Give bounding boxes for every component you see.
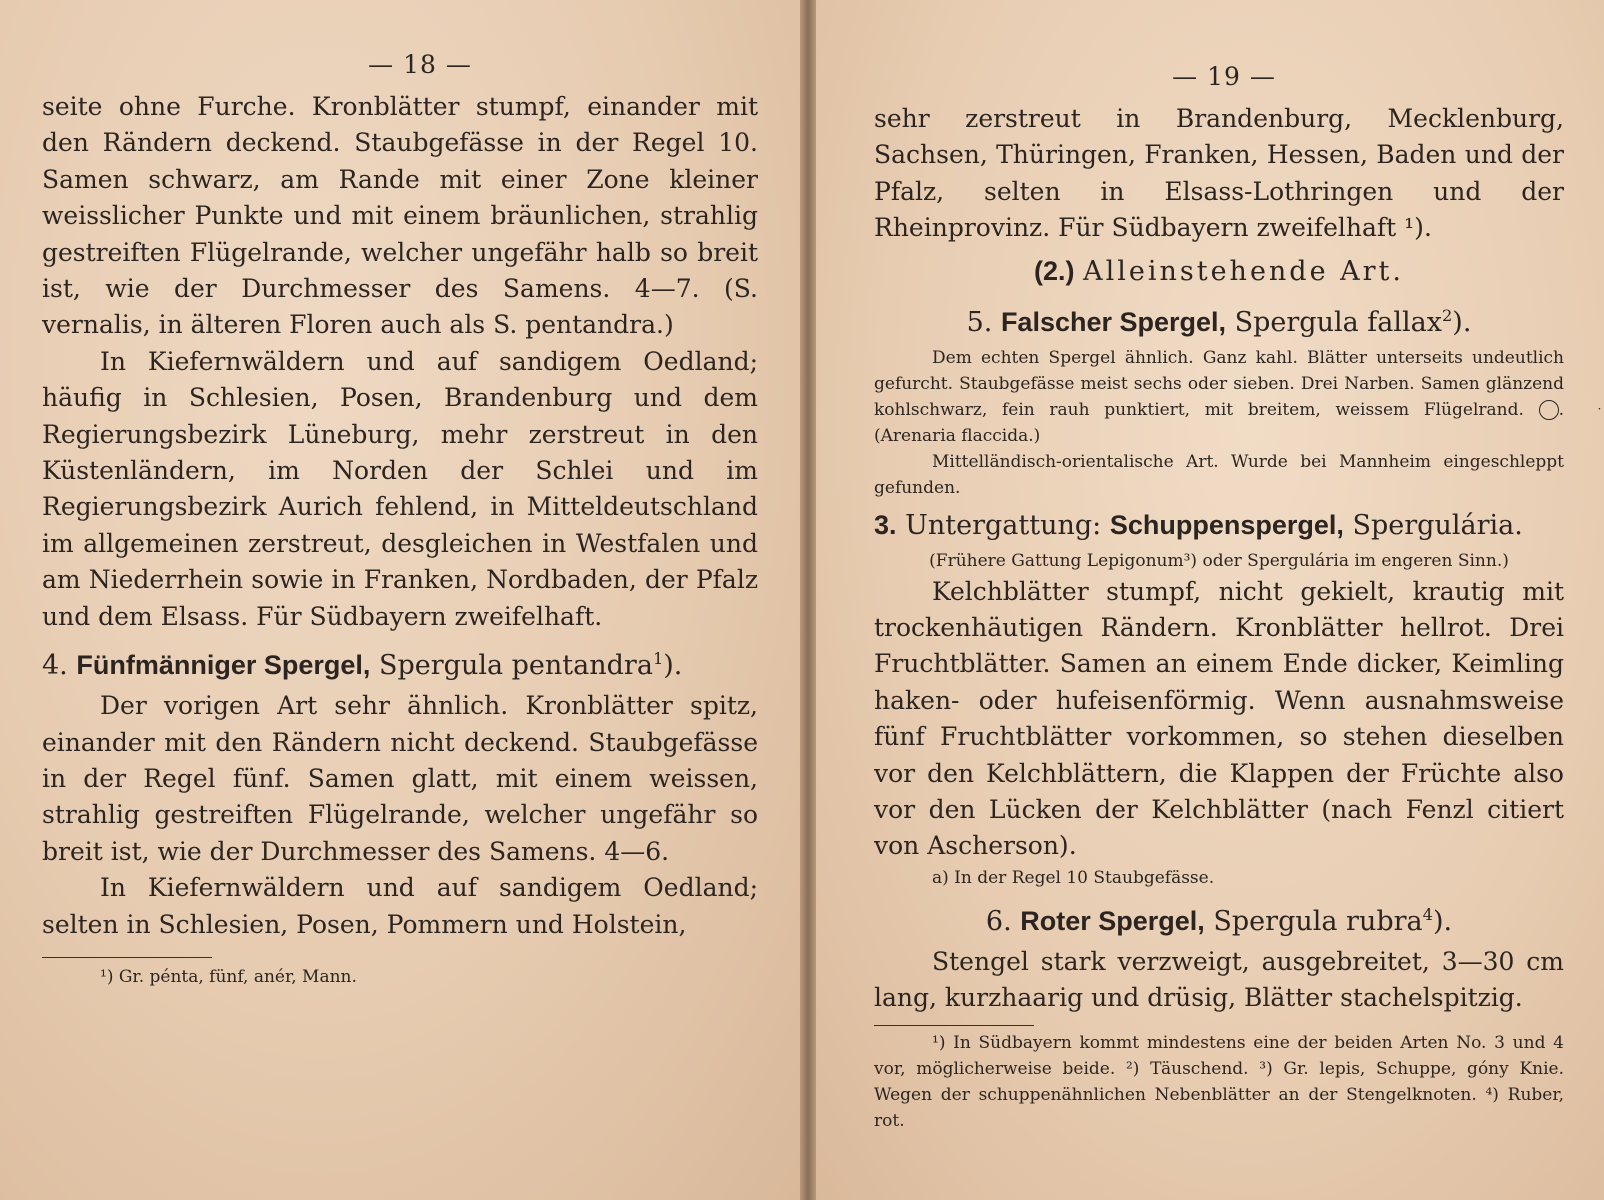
species-heading-4 [42,639,758,686]
heading-end: ). [1432,905,1453,937]
paragraph: Stengel stark verzweigt, ausgebreitet, 3—30 cm lang, kurzhaarig und drüsig, Blätter stachelspitzig. [874,946,1564,1013]
paragraph: sehr zerstreut in Brandenburg, Mecklenburg, Sachsen, Thüringen, Franken, Hessen, Baden und der Pfalz, selten in Elsass-Lothringen und der Rheinprovinz. Für Südbayern zweifelhaft ¹). [874,104,1564,243]
subgenus-note: (Frühere Gattung Lepigonum³) oder Spergulária im engeren Sinn.) [929,550,1509,571]
footnote-ref: 2 [1441,305,1453,325]
footnote-ref: 1 [652,649,664,669]
group-title: Alleinstehende Art. [1083,255,1404,287]
heading-end: ). [1452,306,1472,338]
footnote-ref: 4 [1422,904,1433,924]
annual-symbol-icon: · [1539,400,1559,420]
group-heading [874,251,1564,292]
subgenus-latin: Spergulária. [1352,509,1523,541]
book-gutter [800,0,816,1200]
heading-end: ). [663,650,683,682]
subgenus-number: 3. [874,509,897,540]
description-text: Dem echten Spergel ähnlich. Ganz kahl. Blätter unterseits undeutlich gefurcht. Staubgefässe meist sechs oder sieben. Drei Narben. Samen glänzend kohlschwarz, fein rauh punktiert, mit breitem, weissem Flügelrand. [874,347,1564,420]
species-latin: Spergula rubra [1213,905,1423,937]
page-number-right: — 19 — [1172,62,1276,91]
footnotes: ¹) In Südbayern kommt mindestens eine der beiden Arten No. 3 und 4 vor, möglicherweise beide. ²) Täuschend. ³) Gr. lepis, Schuppe, góny Knie. Wegen der schuppenähnlichen Nebenblätter an der Stengelknoten. ⁴) Ruber, rot. [874,1032,1564,1131]
synonym-text: . (Arenaria flaccida.) [874,399,1564,446]
footnote-divider [42,957,212,958]
species-heading-5 [874,296,1564,343]
small-paragraph [874,345,1602,449]
species-name: Roter Spergel, [1020,905,1205,936]
page-number-left: — 18 — [368,50,472,79]
right-page [816,0,1604,1200]
paragraph: Kelchblätter stumpf, nicht gekielt, krautig mit trockenhäutigen Rändern. Kronblätter hellrot. Drei Fruchtblätter. Samen an einem Ende dicker, Keimling haken- oder hufeisenförmig. Wenn ausnahmsweise fünf Fruchtblätter vorkommen, so stehen dieselben vor den Kelchblättern, die Klappen der Früchte also vor den Lücken der Kelchblätter (nach Fenzl citiert von Ascherson). [874,576,1564,861]
group-number: (2.) [1034,255,1075,286]
paragraph: Der vorigen Art sehr ähnlich. Kronblätter spitz, einander mit den Rändern nicht deckend. Staubgefässe in der Regel fünf. Samen glatt, mit einem weissen, strahlig gestreiften Flügelrande, welcher ungefähr so breit ist, wie der Durchmesser des Samens. 4—6. [42,691,758,866]
small-paragraph: Mittelländisch-orientalische Art. Wurde bei Mannheim eingeschleppt gefunden. [874,451,1564,498]
species-latin: Spergula pentandra [379,650,653,682]
group-label: a) In der Regel 10 Staubgefässe. [932,867,1215,888]
heading-number: 5. [966,306,993,338]
species-name: Fünfmänniger Spergel, [76,650,371,681]
paragraph: In Kiefernwäldern und auf sandigem Oedland; selten in Schlesien, Posen, Pommern und Holstein, [42,873,758,939]
subgenus-name: Schuppenspergel, [1109,509,1344,540]
left-page [0,0,800,1200]
paragraph: seite ohne Furche. Kronblätter stumpf, einander mit den Rändern deckend. Staubgefässe in der Regel 10. Samen schwarz, am Rande mit einer Zone kleiner weisslicher Punkte und mit einem bräunlichen, strahlig gestreiften Flügelrande, welcher ungefähr halb so breit ist, wie der Durchmesser des Samens. 4—7. (S. vernalis, in älteren Floren auch als S. pentandra.) [42,92,758,340]
footnote: ¹) Gr. pénta, fünf, anér, Mann. [100,966,357,987]
paragraph: In Kiefernwäldern und auf sandigem Oedland; häufig in Schlesien, Posen, Brandenburg und dem Regierungsbezirk Lüneburg, mehr zerstreut in den Küstenländern, im Norden der Schlei und im Regierungsbezirk Aurich fehlend, in Mitteldeutschland im allgemeinen zerstreut, desgleichen in Westfalen und am Niederrhein sowie in Franken, Nordbaden, der Pfalz und dem Elsass. Für Südbayern zweifelhaft. [42,346,758,631]
footnote-divider [874,1025,1034,1026]
heading-number: 6. [985,905,1012,937]
subgenus-heading [874,505,1564,546]
species-name: Falscher Spergel, [1000,306,1227,337]
species-latin: Spergula fallax [1234,306,1442,338]
heading-number: 4. [42,650,68,682]
species-heading-6 [874,895,1564,942]
subgenus-label: Untergattung: [905,509,1102,541]
